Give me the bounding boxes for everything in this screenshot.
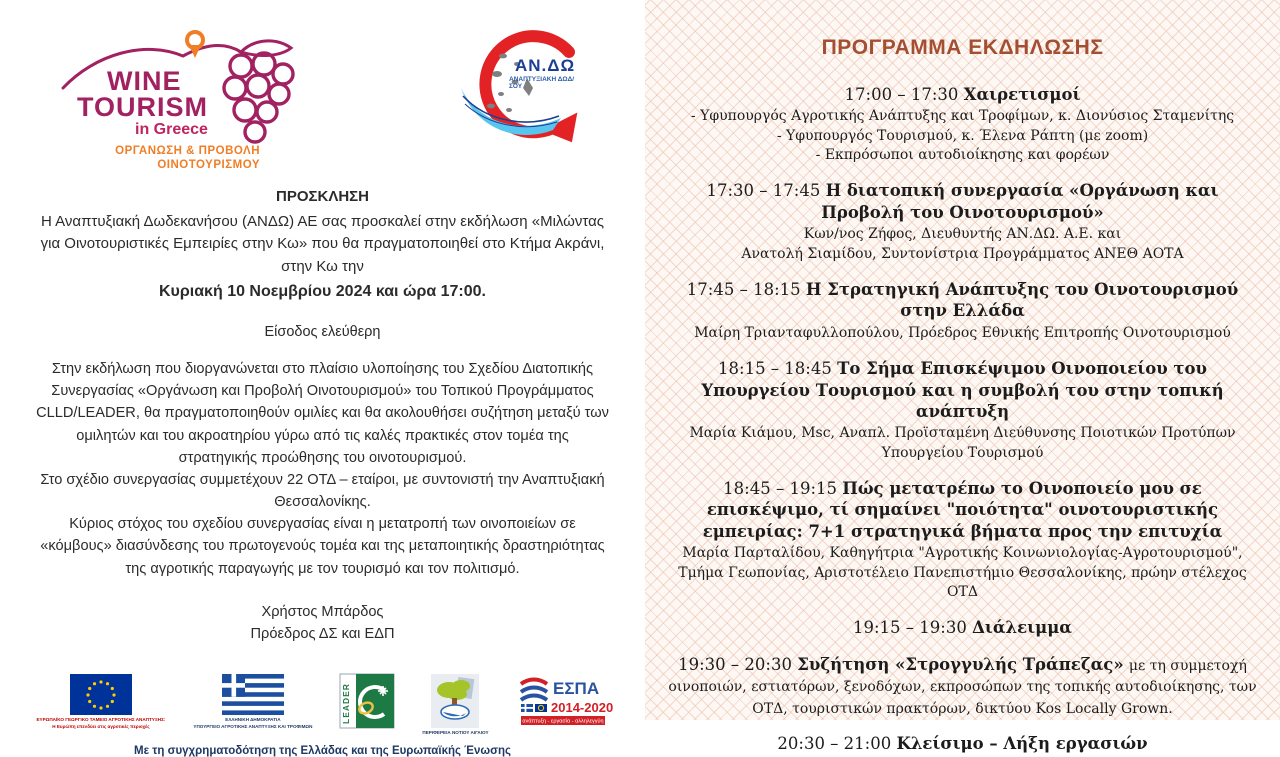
eu-flag-icon: [70, 674, 132, 715]
invitation-heading: ΠΡΟΣΚΛΗΣΗ: [275, 188, 369, 205]
session-heading: [663, 654, 1262, 718]
header-logos: [0, 0, 645, 172]
leader-logo-icon: [340, 674, 394, 728]
eu-flag-caption-2: Η Ευρώπη επενδύει στις αγροτικές περιοχές: [52, 724, 150, 729]
session-time: 17:00 – 17:30: [844, 85, 959, 104]
ando-logo-name: ΑΝ.ΔΩ: [515, 56, 576, 75]
session-detail: - Υφυπουργός Αγροτικής Ανάπτυξης και Τροφίμων, κ. Διονύσιος Σταμενίτης: [690, 108, 1235, 125]
session-1915: [663, 617, 1262, 638]
region-south-aegean-icon: [431, 674, 479, 728]
wine-logo-word-ingreece: in Greece: [135, 121, 208, 138]
region-caption: ΠΕΡΙΦΕΡΕΙΑ ΝΟΤΙΟΥ ΑΙΓΑΙΟΥ: [422, 729, 489, 735]
session-detail: Μαρία Κιάμου, Msc, Αναπλ. Προϊσταμένη Διεύθυνσης Ποιοτικών Προτύπων Υπουργείου Τουρισμού: [689, 425, 1236, 461]
session-1815: [663, 358, 1262, 463]
espa-years-text: 2014-2020: [550, 699, 613, 715]
svg-text:LEADER: LEADER: [341, 682, 352, 724]
session-time: 17:30 – 17:45: [706, 181, 821, 201]
free-entry-note: Είσοδος ελεύθερη: [264, 324, 381, 340]
program-panel: [645, 0, 1280, 753]
wine-logo-word-wine: WINE: [107, 66, 182, 96]
session-suffix: με τη συμμετοχή οινοποιών, εστιατόρων, ξενοδόχων, εκπροσώπων της τοπικής αυτοδιοίκησης, των ΟΤΔ, τουριστικών πρακτόρων, δικτύου Kos Locally Grown.: [668, 657, 1257, 717]
wine-logo-subtitle-line1: ΟΡΓΑΝΩΣΗ & ΠΡΟΒΟΛΗ: [115, 145, 260, 157]
session-heading: [663, 180, 1262, 223]
session-detail: Κων/νος Ζήφος, Διευθυντής ΑΝ.ΔΩ. Α.Ε. και: [803, 226, 1122, 243]
signature-role: Πρόεδρος ΔΣ και ΕΔΠ: [250, 625, 395, 642]
session-title: Η διατοπική συνεργασία «Οργάνωση και Προβολή του Οινοτουρισμού»: [821, 181, 1219, 222]
session-title: Κλείσιμο – Λήξη εργασιών: [896, 734, 1148, 753]
session-2030: [663, 733, 1262, 754]
signature-name: Χρήστος Μπάρδος: [261, 603, 384, 620]
greek-flag-caption-2: ΥΠΟΥΡΓΕΙΟ ΑΓΡΟΤΙΚΗΣ ΑΝΑΠΤΥΞΗΣ ΚΑΙ ΤΡΟΦΙΜΩΝ: [193, 724, 313, 729]
wine-logo-subtitle: [55, 144, 260, 173]
invitation-block: [0, 168, 645, 304]
invitation-description: [0, 340, 645, 580]
greek-flag-caption-1: ΕΛΛΗΝΙΚΗ ΔΗΜΟΚΡΑΤΙΑ: [225, 716, 281, 722]
wine-logo-subtitle-line2: ΟΙΝΟΤΟΥΡΙΣΜΟΥ: [157, 159, 260, 172]
espa-logo: [517, 674, 613, 728]
session-time: 19:15 – 19:30: [852, 618, 967, 638]
session-title: Το Σήμα Επισκέψιμου Οινοποιείου του Υπουργείου Τουρισμού και η συμβολή του στην τοπική ανάπτυξη: [701, 359, 1224, 421]
session-time: 18:15 – 18:45: [718, 359, 832, 379]
greek-flag-icon: [222, 674, 284, 715]
session-detail: Ανατολή Σιαμίδου, Συντονίστρια Προγράμματος ΑΝΕΘ ΑΟΤΑ: [741, 245, 1184, 262]
ando-logo: [457, 26, 585, 150]
signature-block: [0, 602, 645, 646]
session-heading: [663, 478, 1262, 542]
region-south-aegean-logo: [422, 674, 488, 736]
session-1700: [663, 84, 1262, 165]
wine-tourism-logo: [55, 26, 305, 172]
session-title: Η Στρατηγική Ανάπτυξης του Οινοτουρισμού στην Ελλάδα: [805, 279, 1239, 321]
wine-logo-word-tourism: TOURISM: [77, 92, 209, 122]
invitation-date: Κυριακή 10 Νοεμβρίου 2024 και ώρα 17:00.: [159, 283, 486, 300]
session-title: Χαιρετισμοί: [963, 85, 1081, 104]
espa-logo-icon: [517, 674, 613, 728]
session-heading: [663, 84, 1262, 105]
session-time: 18:45 – 19:15: [723, 479, 837, 498]
funding-note: Με τη συγχρηματοδότηση της Ελλάδας και της Ευρωπαϊκής Ένωσης: [134, 745, 511, 757]
session-title: Διάλειμμα: [972, 618, 1072, 638]
svg-text:ΕΣΠΑ: ΕΣΠΑ: [552, 678, 599, 698]
session-1930: [663, 654, 1262, 718]
funding-logos-row: [0, 674, 645, 736]
session-time: 19:30 – 20:30: [678, 654, 792, 674]
session-time: 20:30 – 21:00: [777, 734, 892, 753]
session-heading: [663, 279, 1262, 322]
description-para2: Στο σχέδιο συνεργασίας συμμετέχουν 22 ΟΤΔ – εταίροι, με συντονιστή την Αναπτυξιακή Θεσσαλονίκης.: [40, 471, 605, 511]
invitation-body: Η Αναπτυξιακή Δωδεκανήσου (ΑΝΔΩ) ΑΕ σας προσκαλεί στην εκδήλωση «Μιλώντας για Οινοτουριστικές Εμπειρίες στην Κω» που θα πραγματοποιηθεί στο Κτήμα Ακράνι, στην Κω την: [40, 212, 605, 275]
svg-text:ανάπτυξη - εργασία - αλληλεγγύ: ανάπτυξη - εργασία - αλληλεγγύη: [521, 718, 604, 724]
leader-logo: [340, 674, 394, 728]
ando-logo-subtitle: ΑΝΑΠΤΥΞΙΑΚΗ ΔΩΔ/ΣΟΥ: [509, 76, 575, 90]
session-detail: - Εκπρόσωποι αυτοδιοίκησης και φορέων: [815, 147, 1110, 164]
session-detail: Μαίρη Τριανταφυλλοπούλου, Πρόεδρος Εθνικής Επιτροπής Οινοτουρισμού: [694, 324, 1231, 341]
session-detail: - Υφυπουργός Τουρισμού, κ. Έλενα Ράπτη (με zoom): [776, 127, 1149, 144]
program-title: ΠΡΟΓΡΑΜΜΑ ΕΚΔΗΛΩΣΗΣ: [821, 36, 1104, 59]
description-para3: Κύριος στόχος του σχεδίου συνεργασίας είναι η μετατροπή των οινοποιείων σε «κόμβους» διασύνδεσης του πρωτογενούς τομέα και της μεταποιητικής δραστηριότητας της αγροτικής παραγωγής με τον τουρισμό και τον πολιτισμό.: [40, 516, 605, 577]
session-1745: [663, 279, 1262, 343]
session-1845: [663, 478, 1262, 602]
session-time: 17:45 – 18:15: [686, 279, 801, 299]
eu-flag-logo: [36, 674, 165, 730]
session-detail: Μαρία Παρταλίδου, Καθηγήτρια "Αγροτικής Κοινωνιολογίας-Αγροτουρισμού", Τμήμα Γεωπονίας, Αριστοτέλειο Πανεπιστήμιο Θεσσαλονίκης, πρώην στέλεχος ΟΤΔ: [678, 545, 1247, 600]
description-para1: Στην εκδήλωση που διοργανώνεται στο πλαίσιο υλοποίησης του Σχεδίου Διατοπικής Συνεργασίας «Οργάνωση και Προβολή Οινοτουρισμού» του Τοπικού Προγράμματος CLLD/LEADER, θα πραγματοποιηθούν ομιλίες και θα ακολουθήσει συζήτηση μεταξύ των ομιλητών και του ακροατηρίου γύρω από τις καλές πρακτικές στον τομέα της στρατηγικής προώθησης του οινοτουρισμού.: [36, 361, 609, 466]
session-heading: [663, 358, 1262, 422]
session-title: Πώς μετατρέπω το Οινοποιείο μου σε επισκέψιμο, τί σημαίνει "ποιότητα" οινοτουριστικής εμπειρίας: 7+1 στρατηγικά βήματα προς την επιτυχία: [702, 479, 1223, 541]
greek-flag-logo: [193, 674, 312, 730]
eu-flag-caption-1: ΕΥΡΩΠΑΪΚΟ ΓΕΩΡΓΙΚΟ ΤΑΜΕΙΟ ΑΓΡΟΤΙΚΗΣ ΑΝΑΠΤΥΞΗΣ:: [36, 716, 166, 722]
session-heading: [663, 733, 1262, 754]
session-heading: [663, 617, 1262, 638]
session-1730: [663, 180, 1262, 264]
session-title: Συζήτηση «Στρογγυλής Τράπεζας»: [797, 654, 1124, 674]
